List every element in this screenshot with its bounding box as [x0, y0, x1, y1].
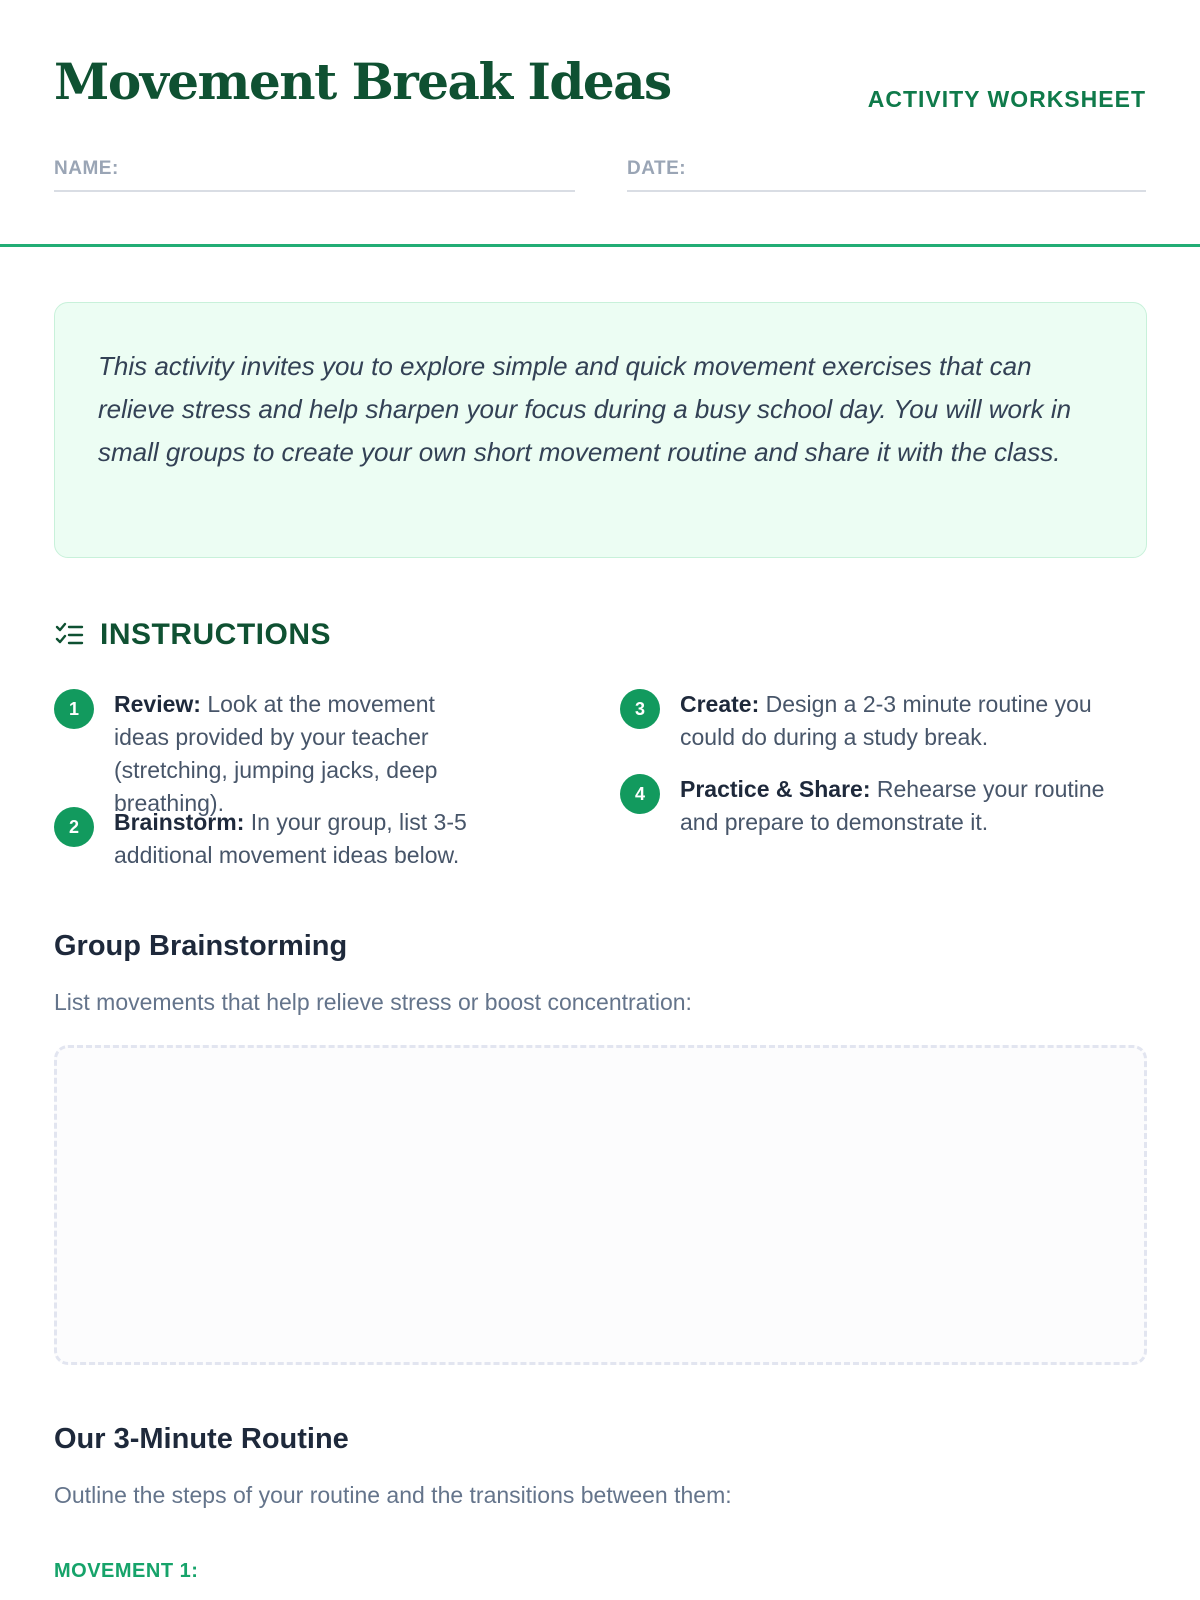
step-text: In your group, list 3-5 additional movement ideas below. [114, 809, 467, 868]
step-number-badge: 3 [620, 689, 660, 729]
brainstorm-answer-box[interactable] [54, 1045, 1147, 1365]
step-text: Design a 2-3 minute routine you could do during a study break. [680, 691, 1092, 750]
instruction-step [54, 688, 474, 820]
step-label: Brainstorm: [114, 809, 245, 835]
intro-text: This activity invites you to explore simple and quick movement exercises that can relieve stress and help sharpen your focus during a busy school day. You will work in small groups to create your own short movement routine and share it with the class. [98, 351, 1072, 467]
step-number-badge: 1 [54, 689, 94, 729]
movement-1-label: MOVEMENT 1: [54, 1560, 199, 1582]
step-text: Rehearse your routine and prepare to demonstrate it. [680, 776, 1105, 835]
step-label: Create: [680, 691, 760, 717]
date-label: DATE: [627, 158, 687, 179]
worksheet-header [54, 0, 1146, 246]
instruction-step [54, 806, 474, 872]
instructions-title: INSTRUCTIONS [100, 618, 331, 651]
instruction-step [620, 688, 1140, 754]
name-label: NAME: [54, 158, 119, 179]
instruction-step [620, 773, 1140, 839]
name-field[interactable] [54, 158, 575, 192]
step-text: Look at the movement ideas provided by your teacher (stretching, jumping jacks, deep breathing). [114, 691, 438, 816]
page-title: Movement Break Ideas [54, 52, 671, 111]
worksheet-type-label: ACTIVITY WORKSHEET [867, 86, 1146, 112]
routine-heading: Our 3-Minute Routine [54, 1423, 349, 1455]
instructions-heading [54, 616, 331, 654]
intro-panel [54, 302, 1147, 558]
brainstorm-heading: Group Brainstorming [54, 930, 348, 962]
brainstorm-prompt: List movements that help relieve stress or boost concentration: [54, 989, 692, 1015]
step-number-badge: 4 [620, 774, 660, 814]
checklist-icon [54, 620, 84, 650]
step-label: Practice & Share: [680, 776, 871, 802]
routine-prompt: Outline the steps of your routine and the transitions between them: [54, 1482, 732, 1508]
step-number-badge: 2 [54, 807, 94, 847]
header-divider [0, 244, 1200, 247]
step-label: Review: [114, 691, 201, 717]
date-field[interactable] [627, 158, 1146, 192]
